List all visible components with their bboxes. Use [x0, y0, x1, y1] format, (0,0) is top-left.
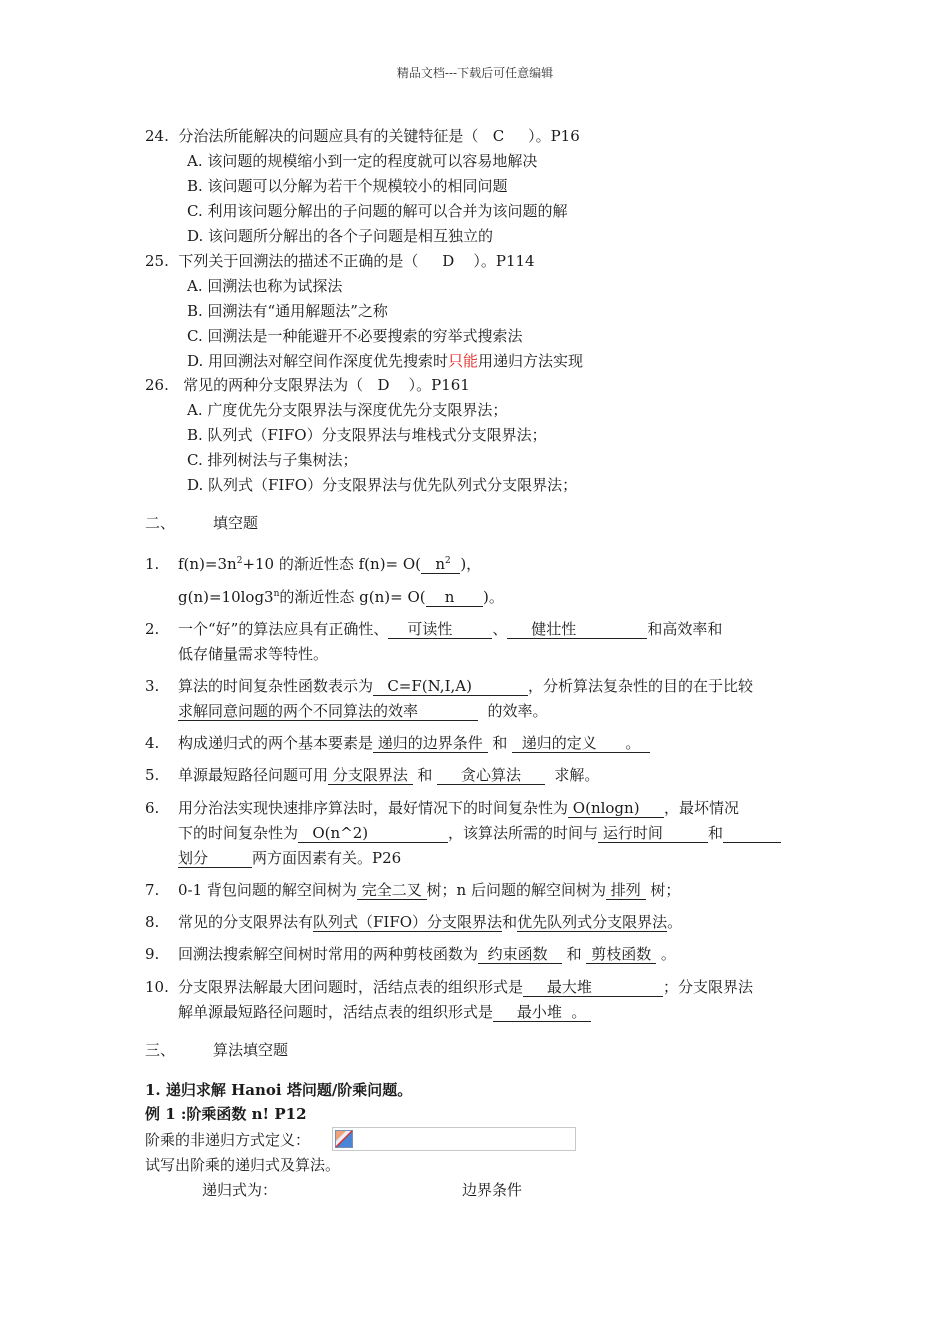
blank-answer: 分支限界法: [328, 767, 413, 785]
fill-item-10-line-2: 解单源最短路径问题时，活结点表的组织形式是 最小堆 。: [178, 1002, 591, 1022]
section-heading-fill: 二、 填空题: [145, 514, 259, 532]
question-number: 25.: [145, 252, 169, 270]
highlighted-text: 只能: [448, 352, 479, 370]
q25-option-d: D. 用回溯法对解空间作深度优先搜索时只能用递归方法实现: [187, 352, 584, 370]
boundary-condition-label: 边界条件: [462, 1181, 523, 1199]
q26-option-d: D. 队列式（FIFO）分支限界法与优先队列式分支限界法；: [187, 476, 578, 494]
blank-answer: 队列式（FIFO）分支限界法: [313, 913, 503, 931]
question-answer: D: [377, 376, 390, 394]
question-text: 常见的两种分支限界法为（: [183, 376, 364, 394]
prompt-text: 试写出阶乘的递归式及算法。: [145, 1156, 341, 1174]
fill-item-10: 10. 分支限界法解最大团问题时，活结点表的组织形式是 最大堆 ；分支限界法: [145, 978, 754, 996]
section-heading-algorithm: 三、 算法填空题: [145, 1041, 289, 1059]
blank-answer: 约束函数: [478, 946, 562, 964]
fill-item-6: 6. 用分治法实现快速排序算法时，最好情况下的时间复杂性为 O(nlogn) ，最坏情况: [145, 799, 740, 817]
blank-answer: 排列: [606, 882, 646, 900]
page-header: 精品文档---下载后可任意编辑: [396, 66, 554, 80]
algorithm-title: 1. 递归求解 Hanoi 塔问题/阶乘问题。: [145, 1081, 413, 1099]
q25-option-c: C. 回溯法是一种能避开不必要搜索的穷举式搜索法: [187, 327, 523, 345]
question-number: 26.: [145, 376, 169, 394]
q24-option-b: B. 该问题可以分解为若干个规模较小的相同问题: [187, 177, 508, 195]
question-page-ref: ）。P16: [528, 127, 580, 145]
recursive-formula-label: 递归式为：: [202, 1181, 278, 1199]
q25-option-b: B. 回溯法有“通用解题法”之称: [187, 302, 388, 320]
question-26: [145, 375, 470, 395]
definition-label: 阶乘的非递归方式定义：: [145, 1131, 311, 1149]
fill-item-1-line-2: $g(n)=10\log 3^n$的渐近性态 g(n)= O( n )。: [178, 588, 504, 606]
q24-option-d: D. 该问题所分解出的各个子问题是相互独立的: [187, 227, 494, 245]
blank-answer: 递归的定义 。: [512, 735, 650, 753]
formula-image-placeholder: [332, 1127, 576, 1151]
blank-answer: O(nlogn): [568, 800, 664, 818]
fill-item-1: 1. $f(n)=3n^2+10$ 的渐近性态 f(n)= O( $n^2$ )，: [145, 555, 482, 573]
fill-item-2: 2. 一个“好”的算法应具有正确性、 可读性 、 健壮性 和高效率和: [145, 620, 723, 638]
blank-answer: 可读性: [388, 621, 492, 639]
blank-answer: O(n^2): [298, 825, 448, 843]
q24-option-a: A. 该问题的规模缩小到一定的程度就可以容易地解决: [187, 152, 538, 170]
blank-answer: C=F(N,I,A): [373, 678, 528, 696]
blank-answer: [723, 825, 781, 843]
fill-item-8: 8. 常见的分支限界法有队列式（FIFO）分支限界法和优先队列式分支限界法。: [145, 913, 683, 931]
blank-answer: 优先队列式分支限界法: [517, 913, 668, 931]
fill-item-3: 3. 算法的时间复杂性函数表示为 C=F(N,I,A) ，分析算法复杂性的目的在于比较: [145, 677, 754, 695]
fill-item-5: 5. 单源最短路径问题可用 分支限界法 和 贪心算法 求解。: [145, 766, 600, 784]
fill-item-3-line-2: 求解同意问题的两个不同算法的效率 的效率。: [178, 702, 548, 720]
blank-answer: 运行时间: [598, 825, 708, 843]
fill-item-7: 7. 0-1 背包问题的解空间树为 完全二叉 树；n 后问题的解空间树为 排列 树；: [145, 881, 681, 899]
fill-item-2-line-2: 低存储量需求等特性。: [178, 645, 329, 663]
fill-item-6-line-2: 下的时间复杂性为 O(n^2) ，该算法所需的时间与 运行时间 和: [178, 823, 781, 843]
question-page-ref: ）。P161: [408, 376, 470, 394]
question-25: [145, 251, 535, 271]
blank-answer: 完全二叉: [357, 882, 427, 900]
question-text: 分治法所能解决的问题应具有的关键特征是（: [178, 127, 479, 145]
example-heading: 例 1 :阶乘函数 n! P12: [145, 1105, 307, 1123]
blank-answer: 求解同意问题的两个不同算法的效率: [178, 703, 478, 721]
blank-answer: 递归的边界条件: [373, 735, 488, 753]
fill-item-9: 9. 回溯法搜索解空间树时常用的两种剪枝函数为 约束函数 和 剪枝函数 。: [145, 945, 676, 963]
q26-option-b: B. 队列式（FIFO）分支限界法与堆栈式分支限界法；: [187, 426, 547, 444]
blank-answer: 最小堆 。: [493, 1004, 591, 1022]
blank-answer: 健壮性: [507, 621, 647, 639]
question-24: [145, 126, 580, 146]
question-page-ref: ）。P114: [473, 252, 535, 270]
blank-answer: n: [426, 589, 483, 607]
blank-answer: $n^2$: [421, 556, 460, 574]
question-answer: D: [442, 252, 455, 270]
q26-option-c: C. 排列树法与子集树法；: [187, 451, 358, 469]
question-number: 24.: [145, 127, 169, 145]
fill-item-6-line-3: 划分 两方面因素有关。P26: [178, 849, 402, 867]
blank-answer: 剪枝函数: [586, 946, 656, 964]
question-text: 下列关于回溯法的描述不正确的是（: [178, 252, 419, 270]
blank-answer: 划分: [178, 850, 252, 868]
q25-option-a: A. 回溯法也称为试探法: [187, 277, 343, 295]
question-answer: C: [492, 127, 505, 145]
blank-answer: 贪心算法: [437, 767, 545, 785]
q26-option-a: A. 广度优先分支限界法与深度优先分支限界法；: [187, 401, 508, 419]
fill-item-4: 4. 构成递归式的两个基本要素是 递归的边界条件 和 递归的定义 。: [145, 733, 650, 753]
q24-option-c: C. 利用该问题分解出的子问题的解可以合并为该问题的解: [187, 202, 568, 220]
blank-answer: 最大堆: [523, 979, 663, 997]
broken-image-icon: [335, 1130, 353, 1148]
